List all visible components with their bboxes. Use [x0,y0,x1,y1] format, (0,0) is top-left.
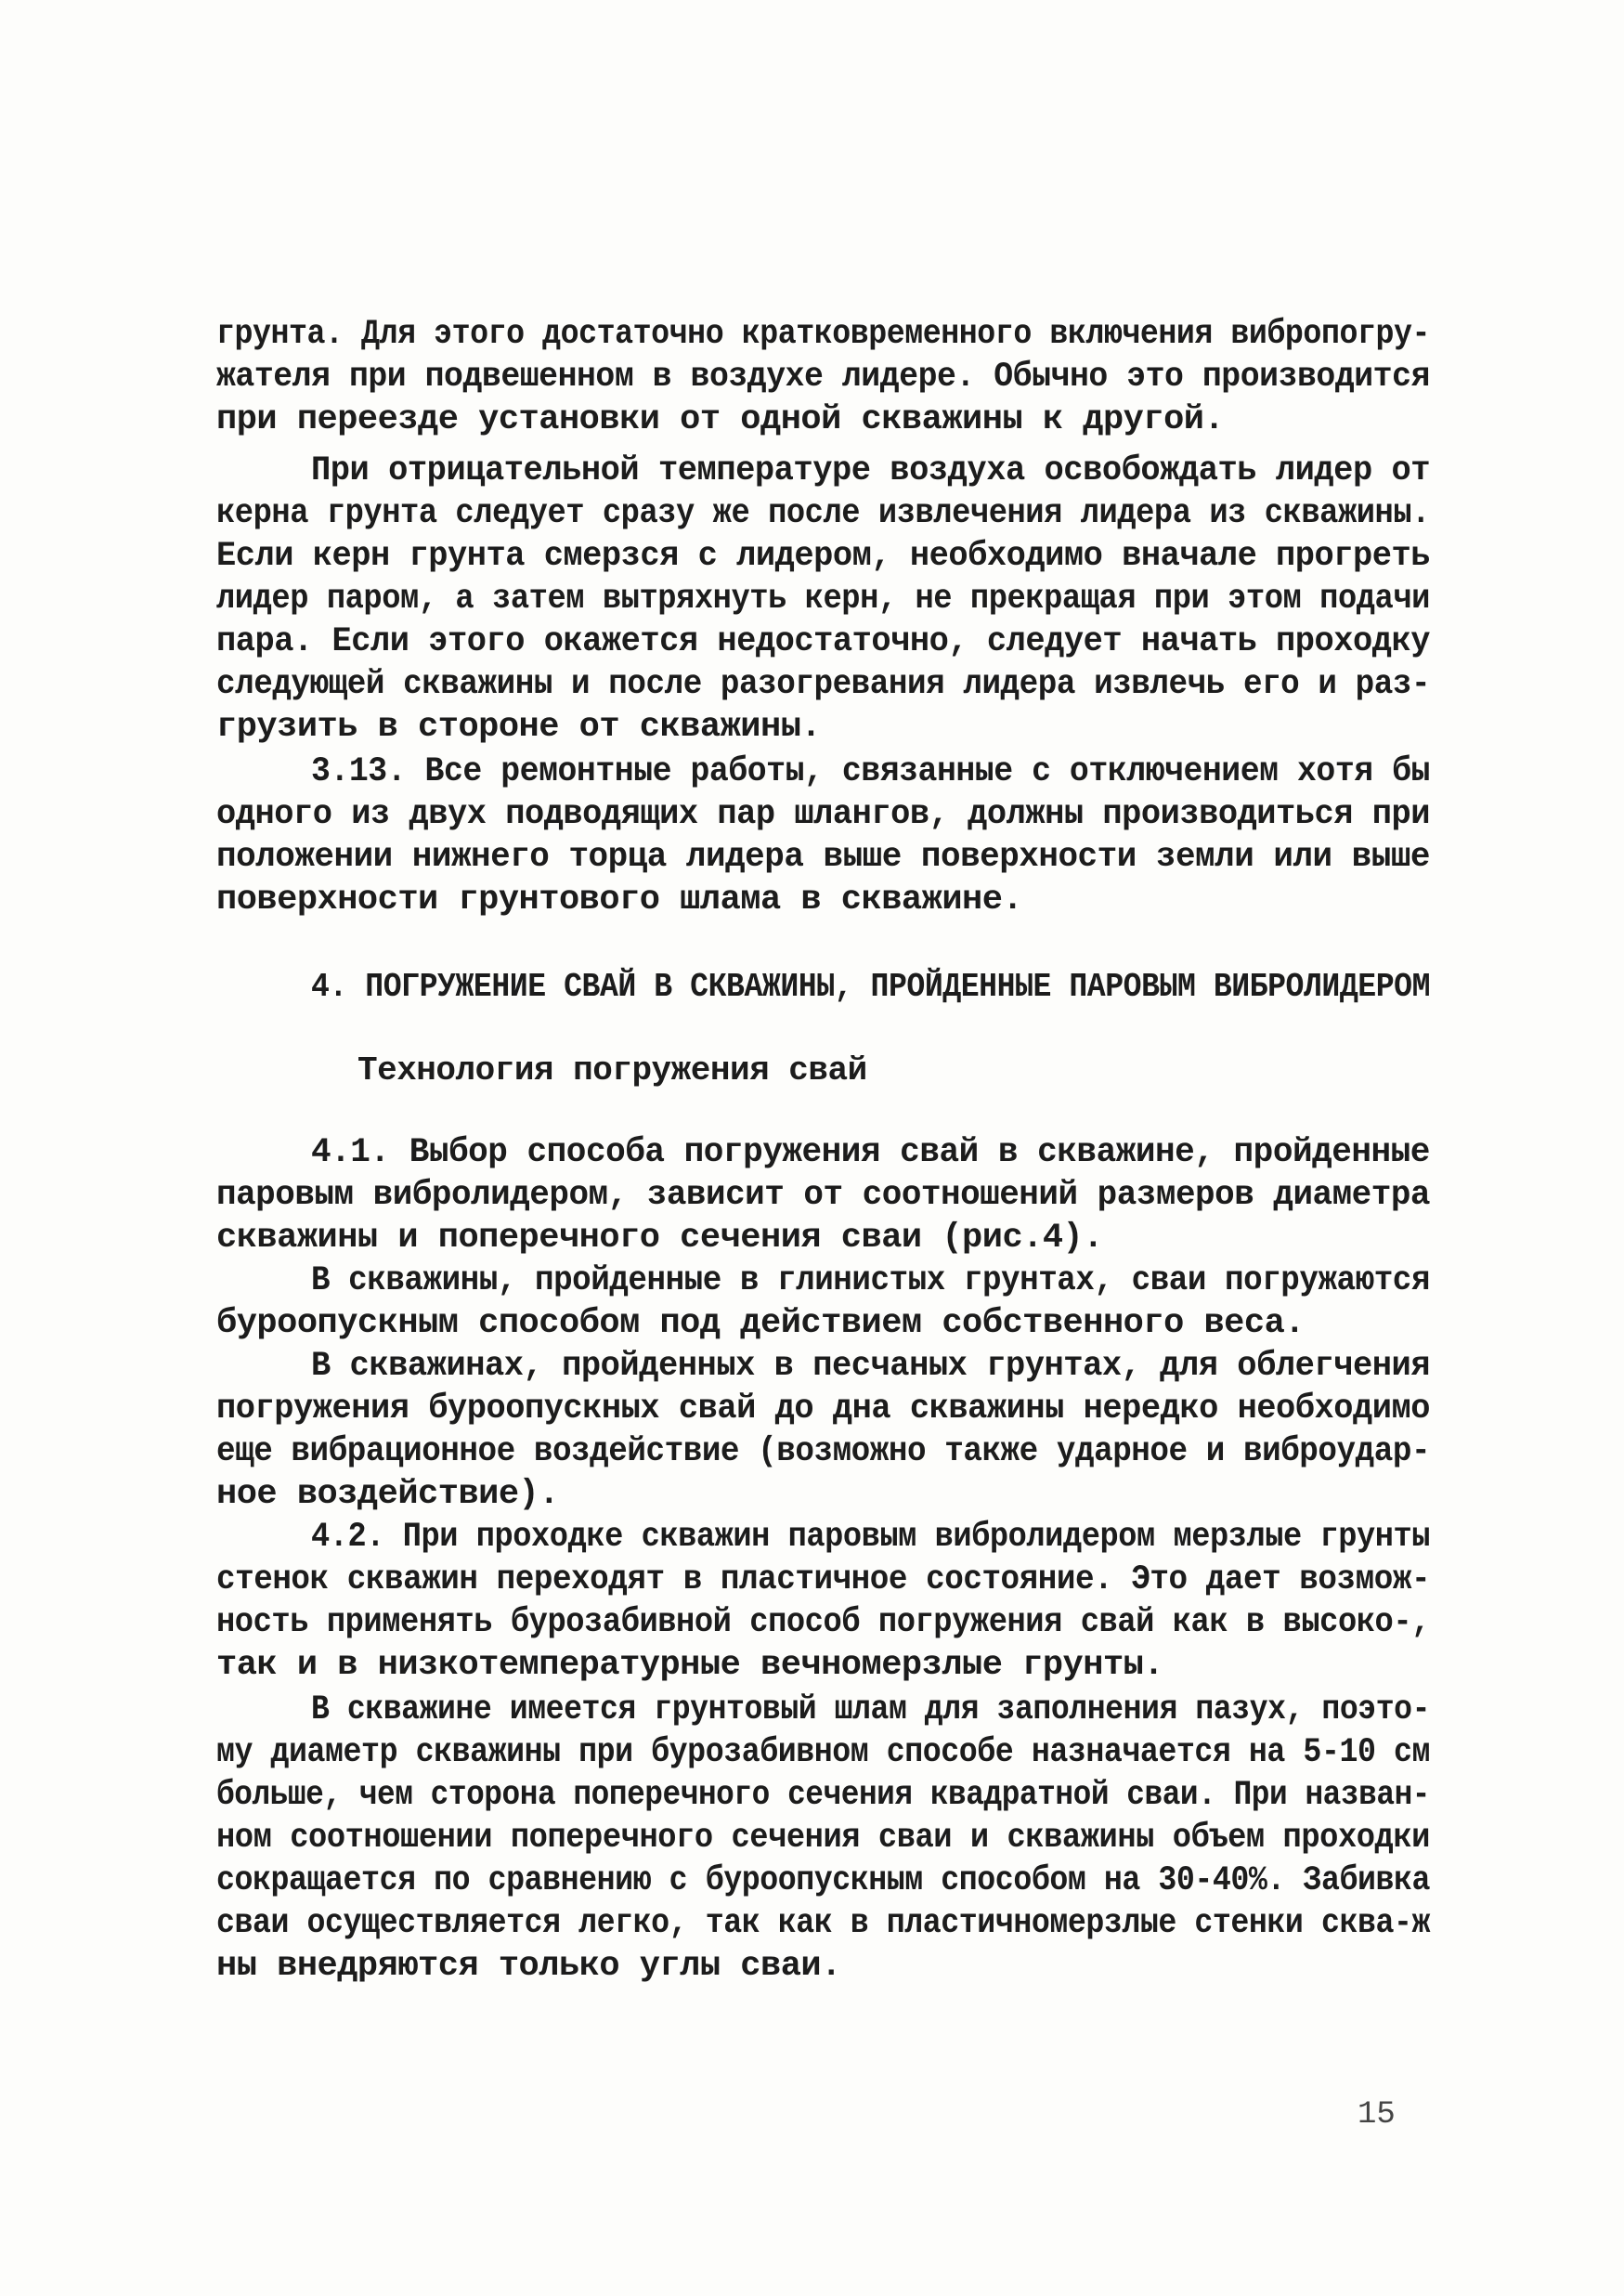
text-line: ное воздействие). [216,1475,559,1514]
text-line: ны внедряются только углы сваи. [216,1947,841,1986]
subheading: Технология погружения свай [357,1051,867,1089]
text-line: В скважинах, пройденных в песчаных грунтах, для облегчения [311,1347,1431,1386]
text-line: му диаметр скважины при бурозабивном способе назначается на 5-10 см [216,1733,1430,1772]
text-line: одного из двух подводящих пар шлангов, должны производиться при [216,795,1431,834]
text-line: 4.1. Выбор способа погружения свай в скважине, пройденные [311,1133,1430,1172]
page-number: 15 [1358,2097,1396,2133]
text-line: Если керн грунта смерзся с лидером, необходимо вначале прогреть [216,537,1431,576]
text-line: грузить в стороне от скважины. [216,708,822,747]
text-line: ность применять бурозабивной способ погружения свай как в высоко-, [216,1603,1430,1642]
text-line: При отрицательной температуре воздуха освобождать лидер от [311,451,1431,490]
text-line: лидер паром, а затем вытряхнуть керн, не прекращая при этом подачи [216,580,1430,619]
text-line: положении нижнего торца лидера выше поверхности земли или выше [216,838,1431,877]
text-line: 3.13. Все ремонтные работы, связанные с отключением хотя бы [311,752,1430,791]
text-line: В скважине имеется грунтовый шлам для заполнения пазух, поэто- [311,1690,1431,1729]
text-line: поверхности грунтового шлама в скважине. [216,881,1023,920]
text-line: сокращается по сравнению с буроопускным способом на 30-40%. Забивка [216,1861,1430,1900]
text-line: керна грунта следует сразу же после извлечения лидера из скважины. [216,494,1430,533]
text-line: так и в низкотемпературные вечномерзлые грунты. [216,1646,1164,1685]
text-line: ном соотношении поперечного сечения сваи и скважины объем проходки [216,1819,1430,1858]
text-line: В скважины, пройденные в глинистых грунтах, сваи погружаются [311,1261,1430,1300]
text-line: еще вибрационное воздействие (возможно также ударное и виброудар- [216,1432,1431,1471]
text-line: грунта. Для этого достаточно кратковременного включения вибропогру- [216,315,1430,354]
text-line: скважины и поперечного сечения сваи (рис.4). [216,1219,1103,1258]
text-line: 4.2. При проходке скважин паровым вибролидером мерзлые грунты [311,1518,1431,1557]
text-line: пара. Если этого окажется недостаточно, следует начать проходку [216,622,1431,661]
text-line: сваи осуществляется легко, так как в пластичномерзлые стенки сква-ж [216,1904,1430,1943]
text-line: погружения буроопускных свай до дна скважины нередко необходимо [216,1389,1431,1428]
text-line: паровым вибролидером, зависит от соотношений размеров диаметра [216,1176,1431,1215]
text-line: следующей скважины и после разогревания лидера извлечь его и раз- [216,665,1431,704]
text-line: стенок скважин переходят в пластичное состояние. Это дает возмож- [216,1560,1431,1599]
section-heading: 4. ПОГРУЖЕНИЕ СВАЙ В СКВАЖИНЫ, ПРОЙДЕННЫЕ ПАРОВЫМ ВИБРОЛИДЕРОМ [311,968,1431,1006]
text-line: при переезде установки от одной скважины к другой. [216,400,1225,439]
text-line: жателя при подвешенном в воздухе лидере. Обычно это производится [216,358,1430,397]
text-line: больше, чем сторона поперечного сечения квадратной сваи. При назван- [216,1776,1431,1815]
text-line: буроопускным способом под действием собственного веса. [216,1304,1305,1343]
